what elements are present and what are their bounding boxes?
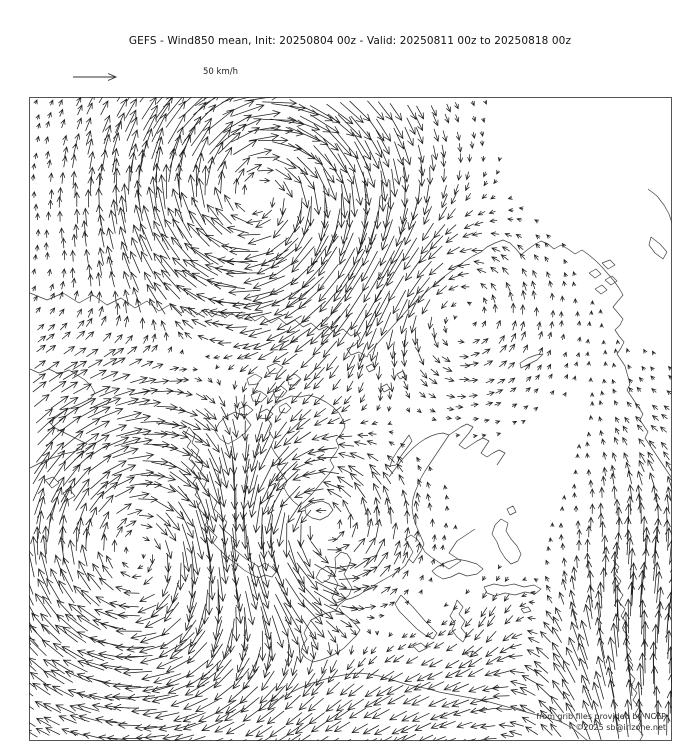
attribution-copyright: ©2025 sb@irizone.net bbox=[575, 722, 666, 732]
attribution-source: from grib files provided by NCEP bbox=[536, 712, 666, 721]
page-title: GEFS - Wind850 mean, Init: 20250804 00z - Valid: 20250811 00z to 20250818 00z bbox=[128, 35, 572, 47]
wind-arrows-layer bbox=[29, 97, 672, 741]
map-panel bbox=[29, 97, 672, 741]
legend-reference-arrow-icon bbox=[72, 71, 122, 83]
attribution bbox=[536, 712, 666, 733]
wind-legend bbox=[72, 66, 238, 80]
map-border bbox=[30, 98, 672, 741]
legend-label: 50 km/h bbox=[203, 67, 238, 77]
wind-map-canvas bbox=[29, 97, 672, 741]
